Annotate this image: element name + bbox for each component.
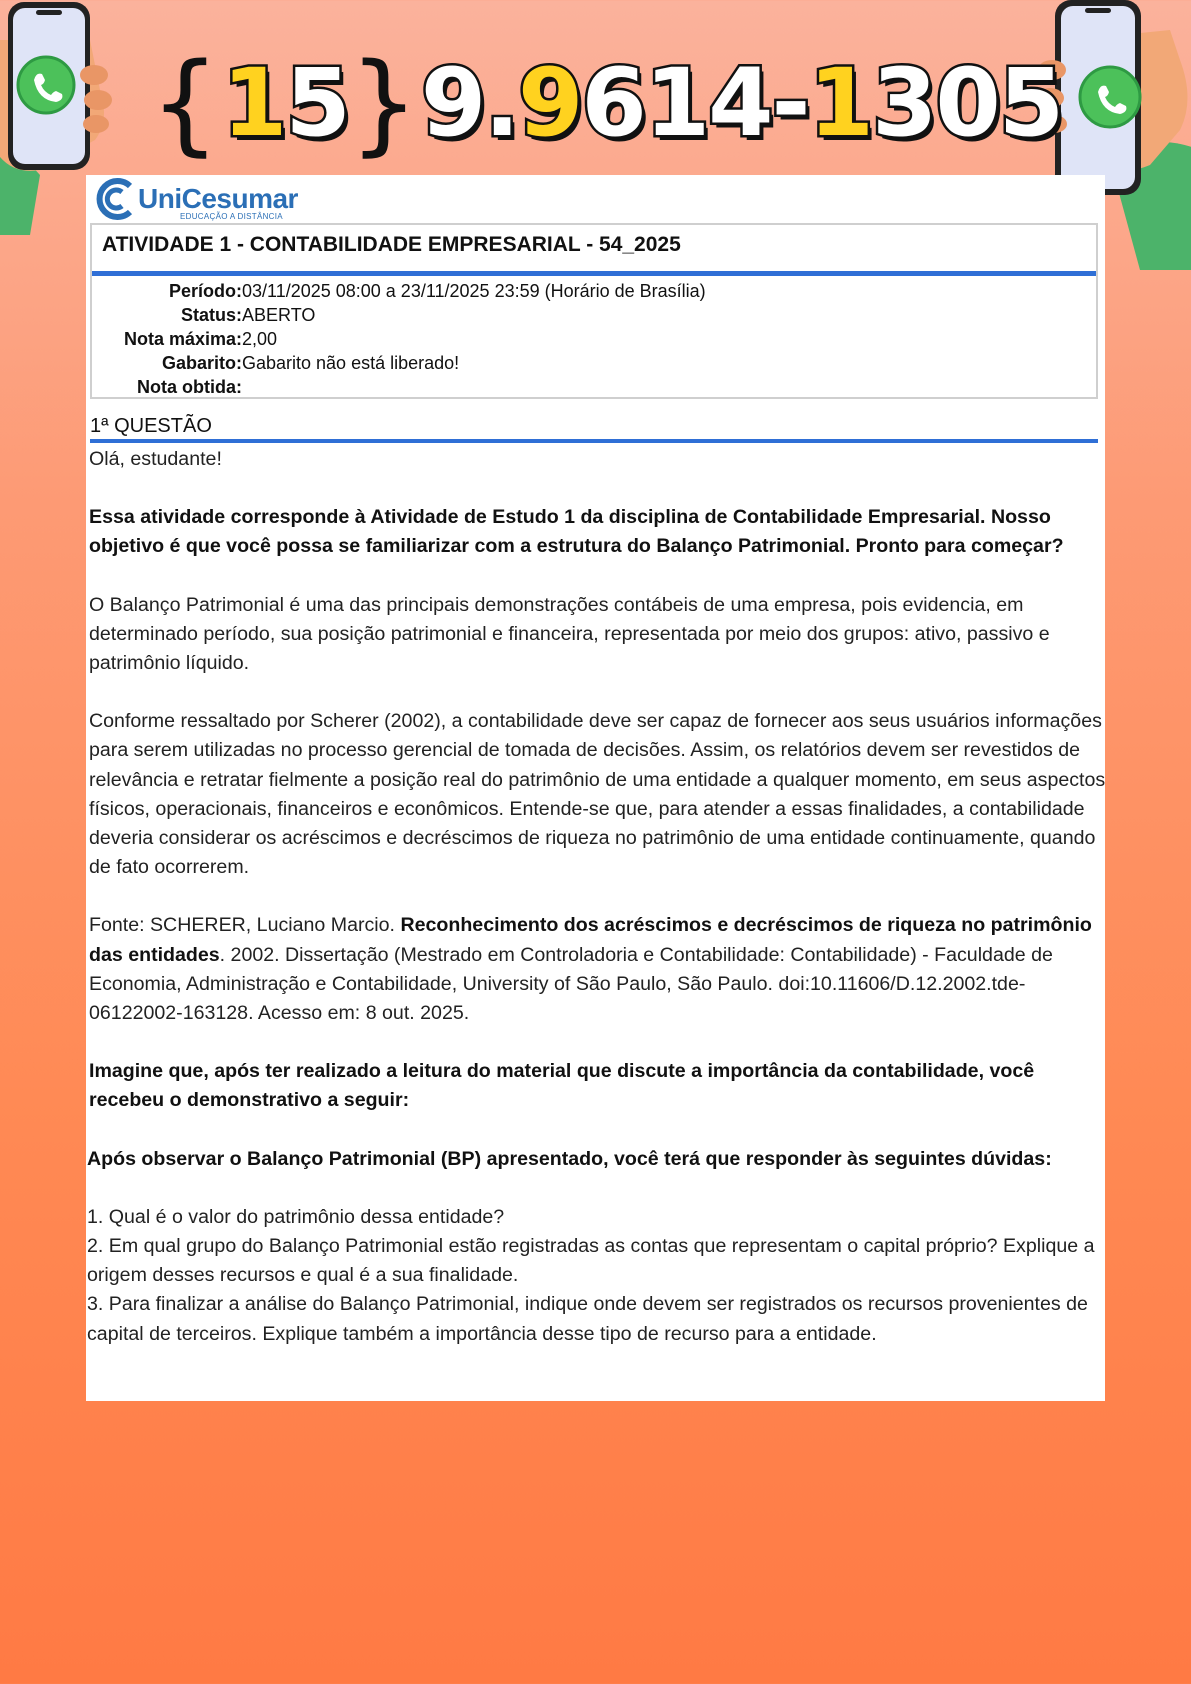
paragraph: Conforme ressaltado por Scherer (2002), a contabilidade deve ser capaz de fornecer aos seus usuários informações para serem utilizadas no processo gerencial de tomada de decisões. Assim, os relatórios devem ser revestidos de relevância e retratar fielmente a posição real do patrimônio de uma entidade a qualquer momento, em seus aspectos físicos, operacionais, financeiros e econômicos. Entende-se que, para atender a essas finalidades, a contabilidade deveria considerar os acréscimos e decréscimos de riqueza no patrimônio de uma entidade continuamente, quando de fato ocorrerem. [89, 710, 1106, 879]
phone-brace-open: { [150, 39, 218, 167]
meta-value: Gabarito não está liberado! [242, 352, 460, 373]
question-body [89, 445, 1107, 1349]
meta-label: Nota obtida: [137, 376, 242, 397]
citation-title: Reconhecimento dos acréscimos e decréscimos de riqueza no patrimônio das entidades [89, 914, 1092, 966]
phone-digit: 5 [285, 48, 349, 158]
phone-digit: 9 [517, 48, 582, 158]
instruction-paragraph: Após observar o Balanço Patrimonial (BP) apresentado, você terá que responder às seguintes dúvidas: [87, 1147, 1052, 1170]
activity-title: ATIVIDADE 1 - CONTABILIDADE EMPRESARIAL - 54_2025 [102, 233, 681, 256]
promo-banner [0, 0, 1191, 175]
question-item: 3. Para finalizar a análise do Balanço Patrimonial, indique onde devem ser registrados os recursos provenientes de capital de terceiros. Explique também a importância desse tipo de recurso para a entidade. [87, 1293, 1088, 1345]
meta-label: Gabarito: [161, 352, 242, 373]
meta-value: 03/11/2025 08:00 a 23/11/2025 23:59 (Horário de Brasília) [242, 280, 706, 301]
unicesumar-logo-icon [90, 178, 138, 220]
question-title: 1ª QUESTÃO [90, 415, 212, 437]
meta-label: Período: [168, 280, 242, 301]
phone-digits: 305 [871, 48, 1063, 158]
meta-row-grade-obtained [92, 375, 1096, 399]
phone-digit: 1 [808, 48, 872, 158]
meta-label: Nota máxima: [123, 328, 242, 349]
divider [90, 439, 1098, 443]
phone-digits: 9. [420, 48, 518, 158]
activity-meta [92, 279, 1096, 399]
phone-number [150, 38, 1062, 168]
meta-value: 2,00 [242, 328, 278, 349]
meta-row-status [92, 303, 1096, 327]
question-item: 2. Em qual grupo do Balanço Patrimonial estão registradas as contas que representam o capital próprio? Explique a origem desses recursos e qual é a sua finalidade. [87, 1235, 1095, 1287]
paragraph: O Balanço Patrimonial é uma das principais demonstrações contábeis de uma empresa, pois evidencia, em determinado período, sua posição patrimonial e financeira, representada por meio dos grupos: ativo, passivo e patrimônio líquido. [89, 593, 1050, 675]
meta-row-period [92, 279, 1096, 303]
greeting: Olá, estudante! [89, 448, 222, 470]
meta-label: Status: [180, 304, 242, 325]
phone-brace-close: } [348, 39, 417, 167]
activity-header-box [90, 223, 1098, 399]
citation-suffix: . 2002. Dissertação (Mestrado em Controladoria e Contabilidade: Contabilidade) - Faculdade de Economia, Administração e Contabilidade, University of São Paulo, São Paulo. doi:10.11606/D.12.2002.tde-06122002-163128. Acesso em: 8 out. 2025. [89, 943, 1053, 1025]
intro-paragraph: Essa atividade corresponde à Atividade de Estudo 1 da disciplina de Contabilidade Empresarial. Nosso objetivo é que você possa se familiarizar com a estrutura do Balanço Patrimonial. Pronto para começar? [89, 506, 1064, 558]
question-item: 1. Qual é o valor do patrimônio dessa entidade? [87, 1205, 505, 1228]
divider [92, 271, 1096, 276]
activity-document [86, 175, 1105, 1401]
phone-digits: 614- [581, 48, 809, 158]
instruction-paragraph: Imagine que, após ter realizado a leitura do material que discute a importância da contabilidade, você recebeu o demonstrativo a seguir: [89, 1060, 1035, 1112]
meta-row-answer-key [92, 351, 1096, 375]
brand-name: UniCesumar [138, 183, 298, 214]
phone-digit: 1 [222, 48, 286, 158]
citation-prefix: Fonte: SCHERER, Luciano Marcio. [89, 914, 401, 937]
meta-row-max-grade [92, 327, 1096, 351]
source-citation [89, 911, 1107, 1028]
brand-subtitle: EDUCAÇÃO A DISTÂNCIA [180, 212, 283, 221]
meta-value: ABERTO [242, 304, 316, 325]
